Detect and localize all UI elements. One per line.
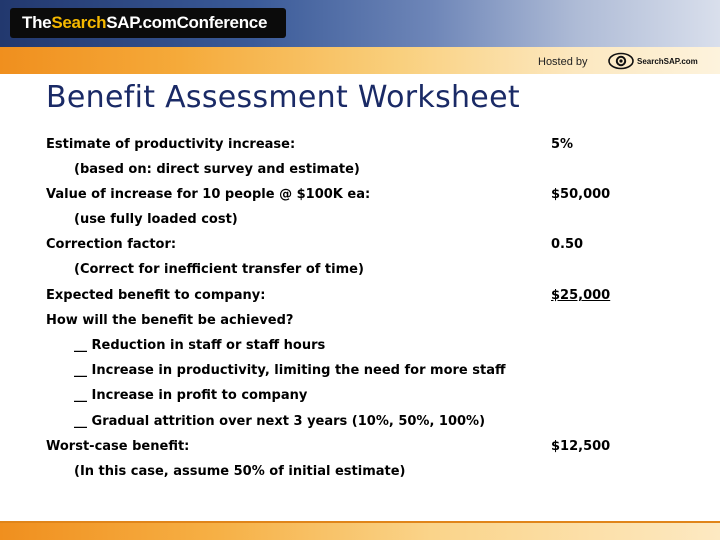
page-title: Benefit Assessment Worksheet [46, 80, 520, 115]
value-label: Value of increase for 10 people @ $100K ea: [46, 187, 371, 202]
value-value: $50,000 [551, 187, 611, 202]
logo-text: SearchSAP.com [637, 56, 698, 66]
option-attrition: __ Gradual attrition over next 3 years (10%, 50%, 100%) [74, 414, 486, 429]
value-row [0, 187, 720, 207]
footer-stripe [0, 521, 720, 540]
how-label: How will the benefit be achieved? [46, 313, 294, 328]
expected-label: Expected benefit to company: [46, 288, 266, 303]
hosted-by-label: Hosted by [538, 56, 588, 68]
productivity-row [0, 137, 720, 157]
productivity-note: (based on: direct survey and estimate) [74, 162, 360, 177]
searchsap-logo [608, 50, 712, 72]
value-note: (use fully loaded cost) [74, 212, 238, 227]
option-reduction: __ Reduction in staff or staff hours [74, 338, 326, 353]
conference-brand [10, 8, 286, 38]
brand-the: The [22, 13, 52, 32]
worst-note: (In this case, assume 50% of initial estimate) [74, 464, 406, 479]
worst-value: $12,500 [551, 439, 611, 454]
correction-label: Correction factor: [46, 237, 177, 252]
correction-row [0, 237, 720, 257]
header-banner [0, 0, 720, 47]
brand-conference: Conference [176, 13, 268, 32]
expected-row [0, 288, 720, 308]
option-profit: __ Increase in profit to company [74, 388, 308, 403]
productivity-label: Estimate of productivity increase: [46, 137, 296, 152]
expected-value: $25,000 [551, 288, 611, 303]
correction-note: (Correct for inefficient transfer of time) [74, 262, 364, 277]
correction-value: 0.50 [551, 237, 584, 252]
option-productivity: __ Increase in productivity, limiting the need for more staff [74, 363, 506, 378]
brand-sap: SAP.com [106, 13, 177, 32]
worst-row [0, 439, 720, 459]
worst-label: Worst-case benefit: [46, 439, 190, 454]
productivity-value: 5% [551, 137, 574, 152]
brand-search: Search [51, 13, 107, 32]
eye-logo-icon [608, 52, 634, 70]
how-row [0, 313, 720, 333]
